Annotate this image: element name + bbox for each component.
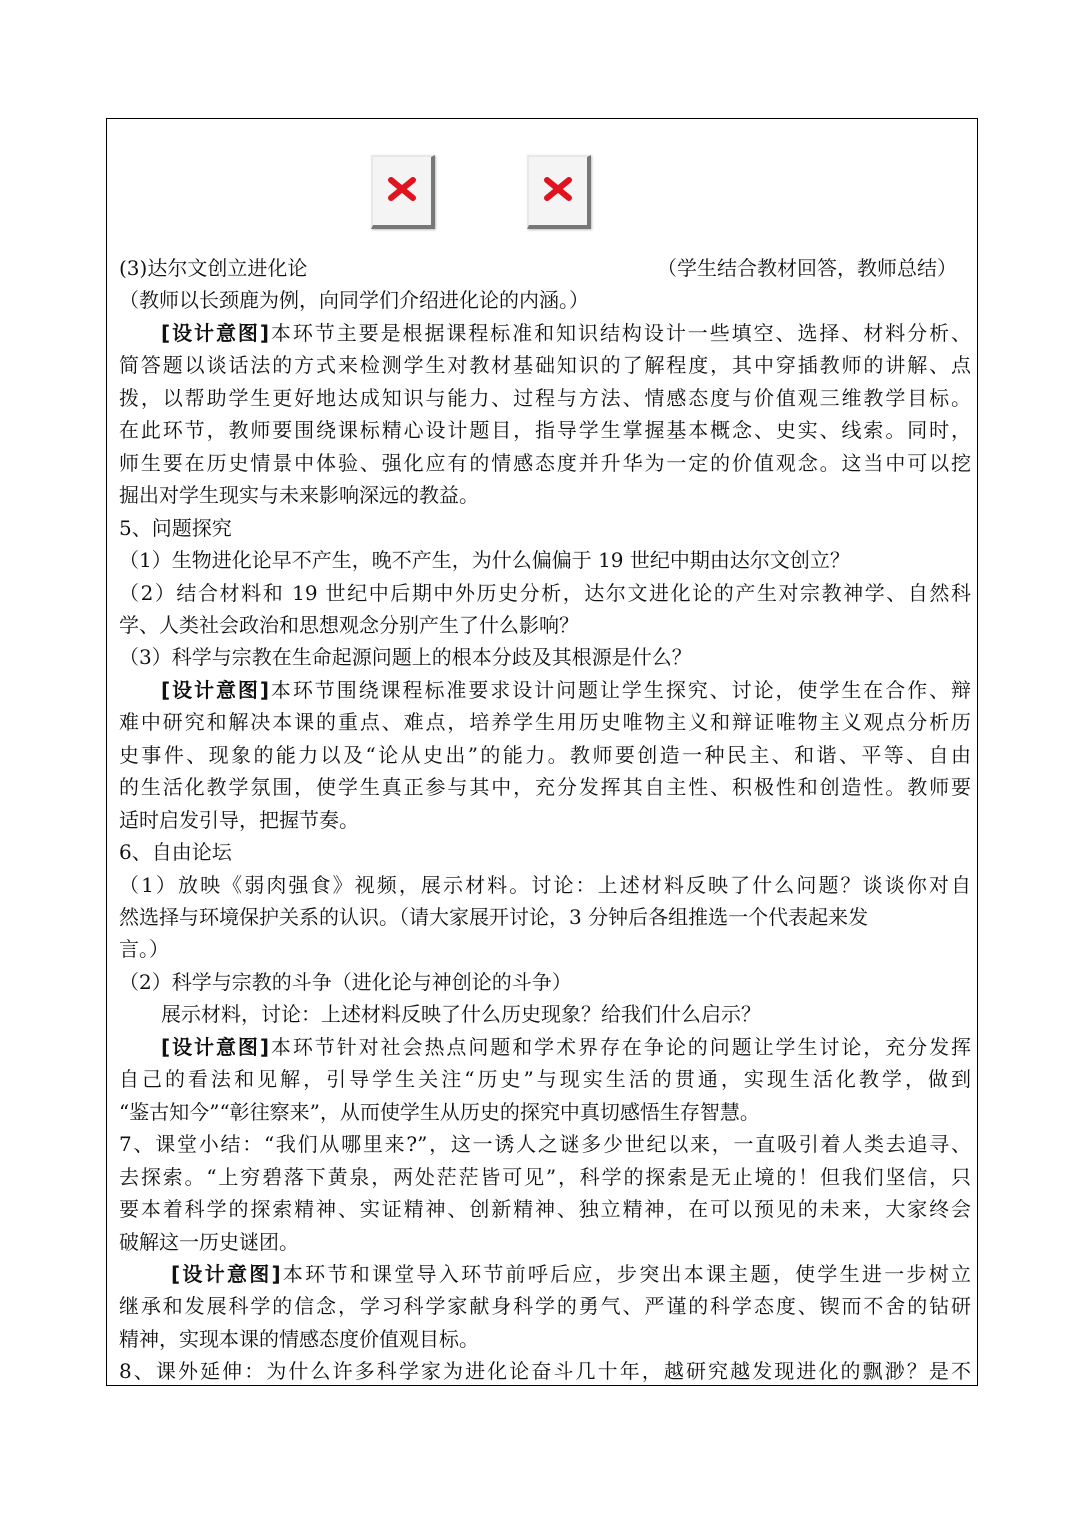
text-line: [119, 544, 971, 576]
text-line: [119, 836, 971, 868]
line-text: 史事件、现象的能力以及“论从史出”的能力。教师要创造一种民主、和谐、平等、自由: [119, 742, 971, 767]
text-line: [119, 1063, 971, 1095]
line-text: 本环节和课堂导入环节前呼后应，步突出本课主题，使学生进一步树立: [280, 1261, 972, 1286]
design-intent-tag: [设计意图]: [161, 320, 269, 345]
line-text: 简答题以谈话法的方式来检测学生对教材基础知识的了解程度，其中穿插教师的讲解、点: [119, 353, 971, 378]
text-line: [119, 382, 971, 414]
text-line: [119, 901, 971, 933]
line-text: 6、自由论坛: [119, 840, 232, 865]
text-line: [119, 998, 971, 1030]
line-text: 掘出对学生现实与未来影响深远的教益。: [119, 483, 479, 508]
text-line: [119, 966, 971, 998]
text-line: [119, 1031, 971, 1063]
line-text: （1）放映《弱肉强食》视频，展示材料。讨论：上述材料反映了什么问题？谈谈你对自: [119, 872, 971, 897]
right-note: （学生结合教材回答，教师总结）: [657, 256, 957, 280]
text-line: [119, 284, 971, 316]
text-line: [119, 641, 971, 673]
line-text: 的生活化教学氛围，使学生真正参与其中，充分发挥其自主性、积极性和创造性。教师要: [119, 775, 971, 800]
text-line: [119, 1096, 971, 1128]
line-text: 7、课堂小结：“我们从哪里来?”，这一诱人之谜多少世纪以来，一直吸引着人类去追寻、: [119, 1132, 971, 1157]
design-intent-tag: [设计意图]: [161, 1034, 269, 1059]
text-line: [119, 706, 971, 738]
line-text: 然选择与环境保护关系的认识。（请大家展开讨论，3 分钟后各组推选一个代表起来发: [119, 905, 869, 929]
line-text: 师生要在历史情景中体验、强化应有的情感态度并升华为一定的价值观念。这当中可以挖: [119, 450, 971, 475]
line-text: （2）结合材料和 19 世纪中后期中外历史分析，达尔文进化论的产生对宗教神学、自然科: [119, 580, 971, 605]
line-text: 言。）: [119, 937, 169, 962]
text-line: [119, 1193, 971, 1225]
line-text: 本环节围绕课程标准要求设计问题让学生探究、讨论，使学生在合作、辩: [268, 677, 972, 702]
line-text: 拨，以帮助学生更好地达成知识与能力、过程与方法、情感态度与价值观三维教学目标。: [119, 385, 971, 410]
line-text: 破解这一历史谜团。: [119, 1229, 299, 1254]
text-line: [119, 479, 971, 511]
text-line: [119, 1323, 971, 1355]
broken-image-icon: [387, 177, 417, 201]
line-text: （教师以长颈鹿为例，向同学们介绍进化论的内涵。）: [119, 288, 589, 313]
text-line: [119, 317, 971, 349]
broken-image-1: [371, 155, 435, 229]
line-text: (3)达尔文创立进化论: [119, 256, 308, 280]
line-text: 本环节主要是根据课程标准和知识结构设计一些填空、选择、材料分析、: [268, 320, 972, 345]
line-text: 5、问题探究: [119, 515, 232, 540]
text-line: [119, 577, 971, 609]
broken-image-2: [527, 155, 591, 229]
text-line: [119, 1258, 971, 1290]
text-line: [119, 414, 971, 446]
line-text: （1）生物进化论早不产生，晚不产生，为什么偏偏于 19 世纪中期由达尔文创立？: [119, 548, 850, 573]
line-text: 继承和发展科学的信念，学习科学家献身科学的勇气、严谨的科学态度、锲而不舍的钻研: [119, 1294, 971, 1319]
text-line: [119, 1128, 971, 1160]
text-line: [119, 512, 971, 544]
broken-image-icon: [543, 177, 573, 201]
text-line: [119, 933, 971, 965]
text-line: [119, 349, 971, 381]
line-text: 自己的看法和见解，引导学生关注“历史”与现实生活的贯通，实现生活化教学，做到: [119, 1067, 971, 1092]
text-line: [119, 609, 971, 641]
line-text: 精神，实现本课的情感态度价值观目标。: [119, 1326, 479, 1351]
design-intent-tag: [设计意图]: [171, 1261, 281, 1286]
text-line: [119, 674, 971, 706]
text-line: [119, 252, 971, 284]
design-intent-tag: [设计意图]: [161, 677, 269, 702]
text-line: [119, 1355, 971, 1386]
line-text: 本环节针对社会热点问题和学术界存在争论的问题让学生讨论，充分发挥: [268, 1034, 972, 1059]
text-line: [119, 447, 971, 479]
line-text: 学、人类社会政治和思想观念分别产生了什么影响？: [119, 612, 579, 637]
document-frame: [106, 118, 978, 1386]
line-text: 8、课外延伸：为什么许多科学家为进化论奋斗几十年，越研究越发现进化的飘渺？是不: [119, 1359, 971, 1384]
line-text: 难中研究和解决本课的重点、难点，培养学生用历史唯物主义和辩证唯物主义观点分析历: [119, 710, 971, 735]
line-text: （3）科学与宗教在生命起源问题上的根本分歧及其根源是什么？: [119, 645, 692, 670]
text-line: [119, 1290, 971, 1322]
line-text: 要本着科学的探索精神、实证精神、创新精神、独立精神，在可以预见的未来，大家终会: [119, 1197, 971, 1222]
text-line: [119, 804, 971, 836]
line-text: 在此环节，教师要围绕课标精心设计题目，指导学生掌握基本概念、史实、线索。同时，: [119, 418, 971, 443]
text-line: [119, 1161, 971, 1193]
line-text: 适时启发引导，把握节奏。: [119, 807, 359, 832]
line-text: （2）科学与宗教的斗争（进化论与神创论的斗争）: [119, 969, 572, 994]
line-text: “鉴古知今”“彰往察来”，从而使学生从历史的探究中真切感悟生存智慧。: [119, 1099, 760, 1124]
text-line: [119, 1226, 971, 1258]
line-text: 展示材料，讨论：上述材料反映了什么历史现象？给我们什么启示？: [161, 1002, 761, 1027]
text-line: [119, 869, 971, 901]
line-text: 去探索。“上穷碧落下黄泉，两处茫茫皆可见”，科学的探索是无止境的！但我们坚信，只: [119, 1164, 971, 1189]
text-line: [119, 739, 971, 771]
text-line: [119, 771, 971, 803]
